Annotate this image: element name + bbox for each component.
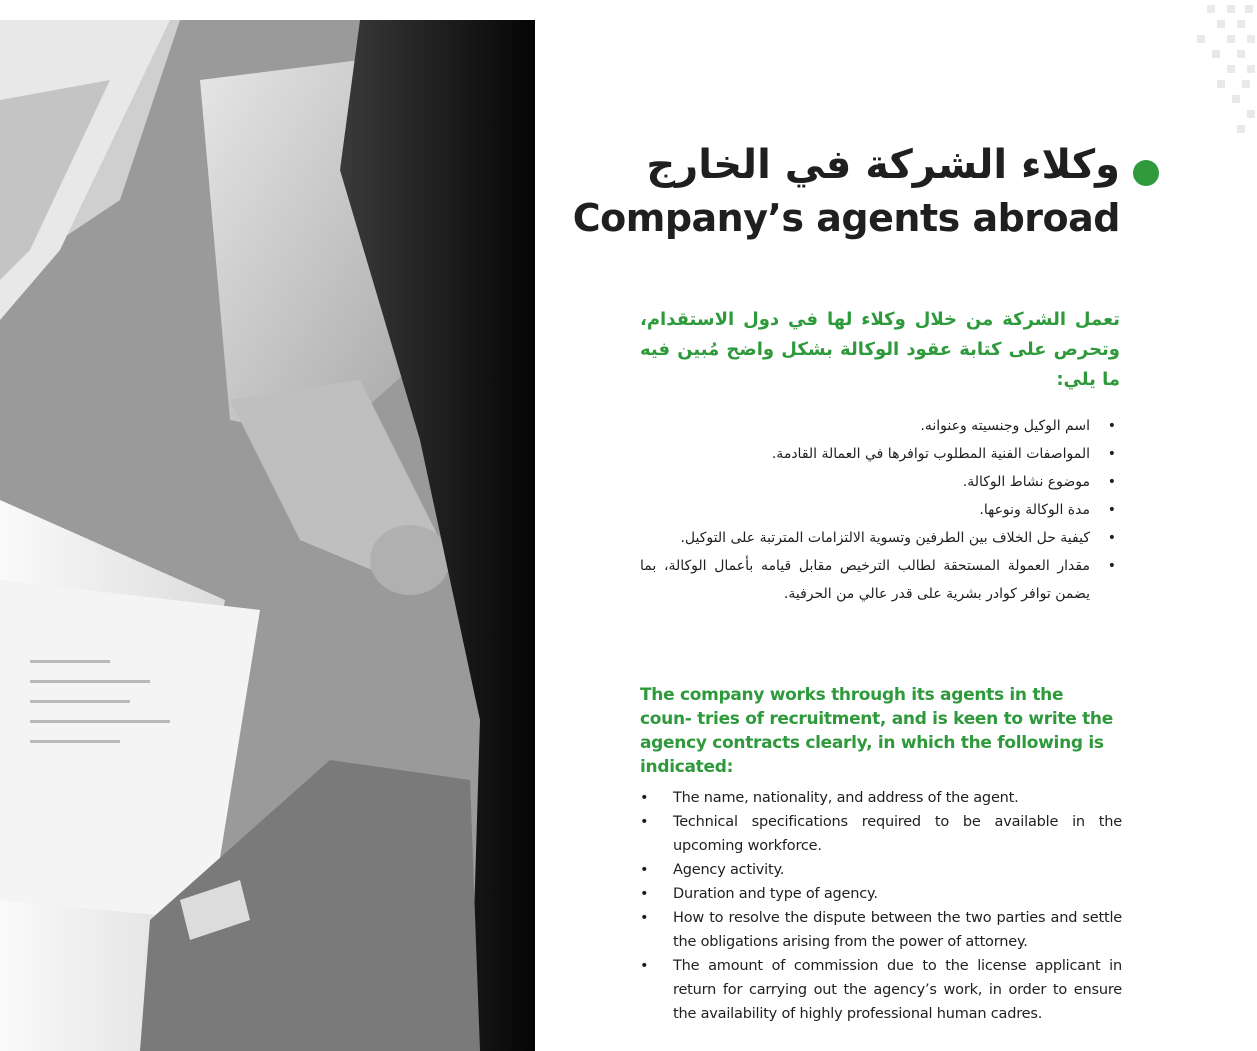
list-item: • Technical specifications required to be available in the upcoming workforce. xyxy=(673,810,1122,858)
list-item: • موضوع نشاط الوكالة. xyxy=(640,468,1090,496)
list-item: • The amount of commission due to the license applicant in return for carrying out the agency’s work, in order to ensure the availability of highly professional human cadres. xyxy=(673,954,1122,1026)
list-item: • How to resolve the dispute between the two parties and settle the obligations arising from the power of attorney. xyxy=(673,906,1122,954)
list-item: • مقدار العمولة المستحقة لطالب الترخيص مقابل قيامه بأعمال الوكالة، بما يضمن توافر كوادر بشرية على قدر عالي من الحرفية. xyxy=(640,552,1090,608)
list-item: • اسم الوكيل وجنسيته وعنوانه. xyxy=(640,412,1090,440)
business-meeting-photo xyxy=(0,20,535,1051)
list-item: • Duration and type of agency. xyxy=(673,882,1122,906)
list-item: • المواصفات الفنية المطلوب توافرها في العمالة القادمة. xyxy=(640,440,1090,468)
list-item: • Agency activity. xyxy=(673,858,1122,882)
green-dot-icon xyxy=(1133,160,1159,186)
intro-arabic: تعمل الشركة من خلال وكلاء لها في دول الاستقدام، وتحرص على كتابة عقود الوكالة بشكل واضح مُبين فيه ما يلي: xyxy=(640,309,1120,390)
list-item: • مدة الوكالة ونوعها. xyxy=(640,496,1090,524)
page-title-arabic: وكلاء الشركة في الخارج xyxy=(646,142,1120,188)
list-item: • كيفية حل الخلاف بين الطرفين وتسوية الالتزامات المترتبة على التوكيل. xyxy=(640,524,1090,552)
list-arabic xyxy=(640,412,1120,608)
list-item: • The name, nationality, and address of the agent. xyxy=(673,786,1122,810)
list-english xyxy=(640,786,1122,1026)
intro-english: The company works through its agents in the coun- tries of recruitment, and is keen to write the agency contracts clearly, in which the following is indicated: xyxy=(640,685,1113,777)
page-title-english: Company’s agents abroad xyxy=(572,196,1120,240)
pixel-pattern-decoration xyxy=(1187,0,1257,150)
